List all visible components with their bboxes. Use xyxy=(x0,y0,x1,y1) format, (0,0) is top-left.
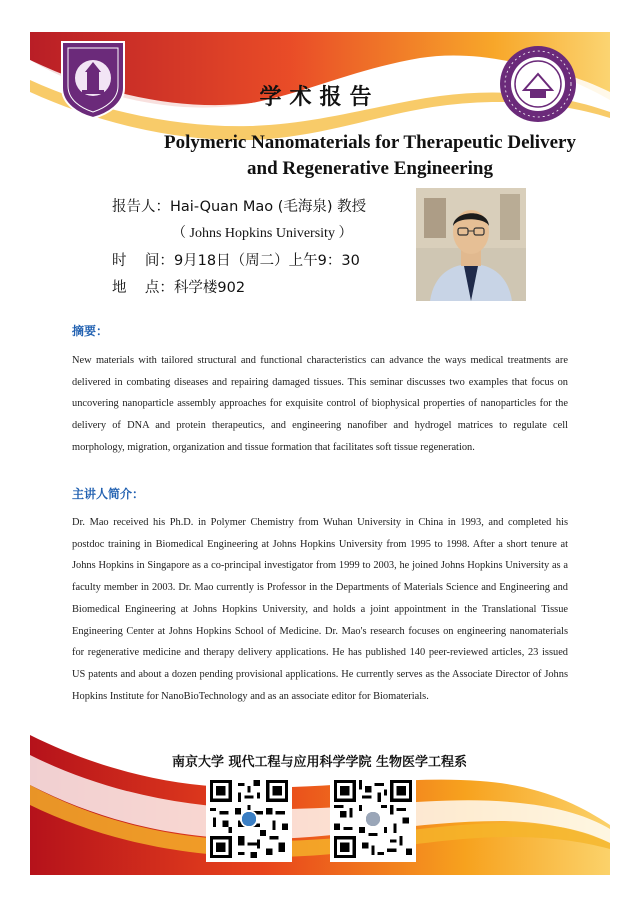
qr-code-icon xyxy=(334,780,412,858)
bio-heading: 主讲人简介： xyxy=(72,487,145,501)
speaker-label: 报告人： xyxy=(112,199,170,215)
qr-code-left[interactable] xyxy=(206,776,292,862)
bio-text: Dr. Mao received his Ph.D. in Polymer Chemistry from Wuhan University in China in 1993, and completed his postdoc training in Biomedical Engineering at Johns Hopkins University from 1995 to 1998. After a short tenure at Johns Hopkins in Singapore as a co-principal investigator from 1999 to 2003, he joined Johns Hopkins University as a faculty member in 2003. Dr. Mao currently is Professor in the Departments of Materials Science and Engineering and Biomedical Engineering at Johns Hopkins University, and holds a joint appointment in the Translational Tissue Engineering Center at Johns Hopkins School of Medicine. Dr. Mao's research focuses on engineering nanomaterials for regenerative medicine and therapy delivery applications. He has published 140 peer-reviewed articles, 23 issued US patents and about a dozen pending provisional applications. He currently serves as the Associate Director of Johns Hopkins Institute for NanoBioTechnology and as an associate editor for Biomaterials. xyxy=(72,517,568,702)
qr-code-icon xyxy=(210,780,288,858)
speaker-name: Hai-Quan Mao (毛海泉) 教授 xyxy=(170,199,367,215)
speaker-photo xyxy=(416,188,526,301)
time-label: 时 间： xyxy=(112,253,174,269)
speaker-row xyxy=(112,197,366,224)
abstract-text: New materials with tailored structural and functional characteristics can advance the ways medical treatments are delivered in combating diseases and repairing damaged tissues. This seminar discusses two examples that focus on uncovering nanoparticle assembly approaches for exquisite control of biophysical properties of nanoparticles for the delivery of DNA and protein therapeutics, and engineering nanofiber and hydrogel matrices to regulate cell morphology, migration, organization and tissue formation that facilitates soft tissue regeneration. xyxy=(72,355,568,453)
time-row xyxy=(112,251,366,278)
place-label: 地 点： xyxy=(112,280,174,296)
lecture-info xyxy=(112,197,366,305)
organizer: 南京大学 现代工程与应用科学学院 生物医学工程系 xyxy=(171,755,468,770)
lecture-title-line-1: Polymeric Nanomaterials for Therapeutic Delivery xyxy=(164,132,576,153)
abstract-heading: 摘要： xyxy=(72,324,109,338)
time-value: 9月18日（周二）上午9：30 xyxy=(173,253,360,269)
place-row xyxy=(112,278,366,305)
lecture-title-line-2: and Regenerative Engineering xyxy=(247,158,493,179)
poster-title: 学术报告 xyxy=(259,85,380,110)
lecture-title xyxy=(120,130,620,182)
qr-code-right[interactable] xyxy=(330,776,416,862)
speaker-affiliation: （ Johns Hopkins University ） xyxy=(172,226,353,241)
place-value: 科学楼902 xyxy=(173,280,246,296)
